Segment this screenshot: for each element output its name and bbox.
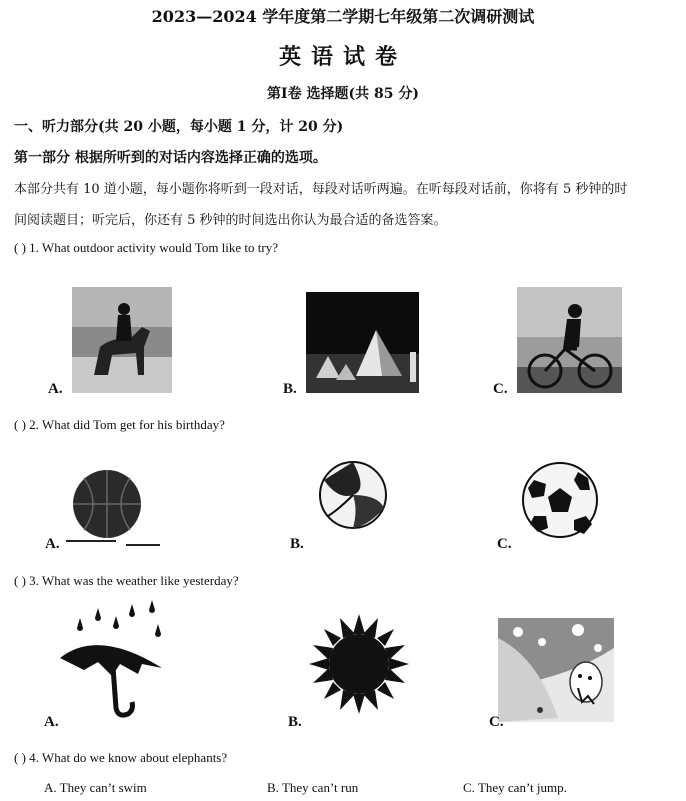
option-a[interactable] xyxy=(44,780,147,796)
snowman-icon xyxy=(498,618,614,722)
option-label: B. xyxy=(288,714,302,730)
option-label: B. xyxy=(267,780,279,795)
volleyball-icon xyxy=(318,460,388,530)
sun-icon xyxy=(308,612,410,716)
option-text: They can’t jump. xyxy=(477,780,567,795)
part-heading: 第一部分 根据所听到的对话内容选择正确的选项。 xyxy=(14,150,327,166)
option-label: C. xyxy=(497,536,512,552)
question-3 xyxy=(14,573,239,589)
question-text: 4. What do we know about elephants? xyxy=(29,750,228,765)
question-4 xyxy=(14,750,227,766)
camping-tent-photo xyxy=(306,292,419,393)
umbrella-rain-icon xyxy=(58,598,178,724)
subject-title: 英语试卷 xyxy=(278,44,407,70)
volume-title: 第Ⅰ卷 选择题(共 85 分) xyxy=(267,86,419,102)
question-text: 2. What did Tom get for his birthday? xyxy=(29,417,225,432)
option-c[interactable] xyxy=(463,780,567,796)
basketball-icon xyxy=(62,460,162,548)
question-text: 1. What outdoor activity would Tom like to try? xyxy=(29,240,278,255)
exam-title: 2023—2024 学年度第二学期七年级第二次调研测试 xyxy=(151,7,535,26)
horse-riding-photo xyxy=(72,287,172,393)
option-label: A. xyxy=(44,714,59,730)
answer-blank[interactable]: ( ) xyxy=(14,750,26,765)
option-text: They can’t swim xyxy=(59,780,147,795)
option-label: A. xyxy=(45,536,60,552)
option-label: A. xyxy=(48,381,63,397)
question-2 xyxy=(14,417,225,433)
option-label: B. xyxy=(290,536,304,552)
option-label: B. xyxy=(283,381,297,397)
question-text: 3. What was the weather like yesterday? xyxy=(29,573,239,588)
option-label: C. xyxy=(489,714,504,730)
option-text: They can’t run xyxy=(281,780,359,795)
answer-blank[interactable]: ( ) xyxy=(14,573,26,588)
cycling-photo xyxy=(517,287,622,393)
answer-blank[interactable]: ( ) xyxy=(14,240,26,255)
option-b[interactable] xyxy=(267,780,358,796)
instructions-line-1: 本部分共有 10 道小题，每小题你将听到一段对话，每段对话听两遍。在听每段对话前，你将有 5 秒钟的时 xyxy=(14,182,628,197)
option-label: A. xyxy=(44,780,57,795)
option-label: C. xyxy=(493,381,508,397)
section-heading: 一、听力部分(共 20 小题，每小题 1 分，计 20 分) xyxy=(14,119,344,135)
option-label: C. xyxy=(463,780,475,795)
question-1 xyxy=(14,240,278,256)
soccer-ball-icon xyxy=(520,460,600,540)
instructions-line-2: 间阅读题目；听完后，你还有 5 秒钟的时间选出你认为最合适的备选答案。 xyxy=(14,213,447,228)
answer-blank[interactable]: ( ) xyxy=(14,417,26,432)
